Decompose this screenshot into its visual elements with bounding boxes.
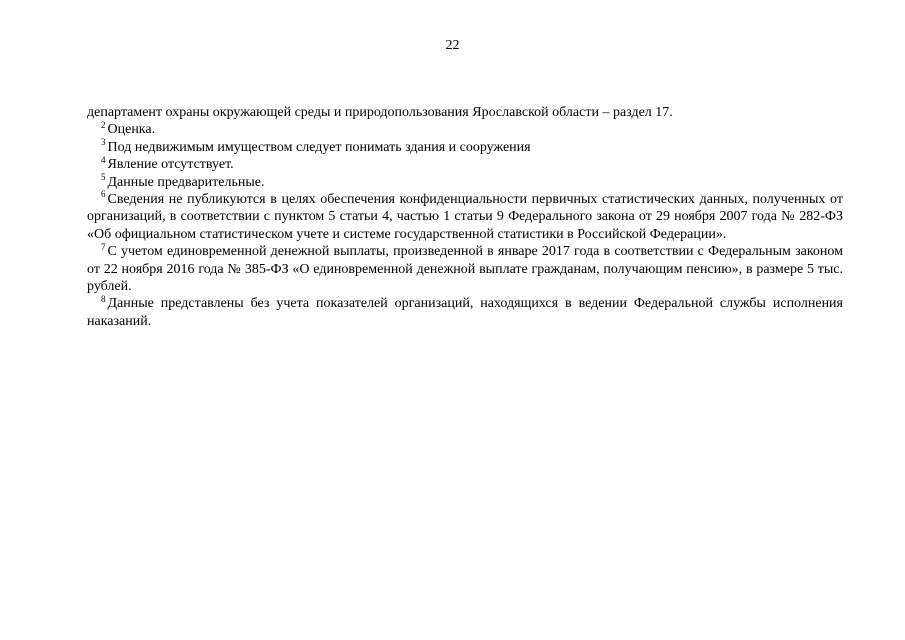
footnote-4 [87, 156, 843, 173]
footnote-mark: 3 [101, 137, 106, 148]
footnote-mark: 5 [101, 171, 106, 182]
footnote-mark: 6 [101, 189, 106, 200]
footnote-text: Явление отсутствует. [107, 157, 234, 173]
footnote-text: С учетом единовременной денежной выплаты, произведенной в январе 2017 года в соответствии с Федеральным законом от 22 ноября 2016 года № 385-ФЗ «О единовременной денежной выплате гражданам, получающим пенсию», в размере 5 тыс. рублей. [87, 244, 843, 295]
footnote-text: Под недвижимым имуществом следует понимать здания и сооружения [107, 139, 531, 155]
footnote-3 [87, 139, 843, 156]
footnote-mark: 8 [101, 293, 106, 304]
footnotes [87, 104, 843, 330]
page-number: 22 [445, 38, 460, 53]
footnote-text: Данные представлены без учета показателей организаций, находящихся в ведении Федеральной службы исполнения наказаний. [87, 296, 843, 329]
footnote-5 [87, 171, 843, 191]
footnote-text: Сведения не публикуются в целях обеспечения конфиденциальности первичных статистических данных, полученных от организаций, в соответствии с пунктом 5 статьи 4, частью 1 статьи 9 Федерального закона от 29 ноября 2007 года № 282-ФЗ «Об официальном статистическом учете и системе государственной статистики в Российской Федерации». [87, 192, 843, 242]
footnote-mark: 2 [101, 119, 106, 130]
footnote-text: Оценка. [107, 122, 156, 138]
footnote-2 [87, 121, 843, 138]
footnote-mark: 7 [101, 241, 106, 252]
footnote-6 [87, 191, 843, 243]
footnote-text: Данные предварительные. [107, 174, 265, 190]
footnote-text: департамент охраны окружающей среды и природопользования Ярославской области – раздел 17. [87, 105, 673, 120]
footnote-7 [87, 243, 843, 295]
footnote-8 [87, 295, 843, 330]
footnote-continuation [87, 104, 843, 121]
footnote-mark: 4 [101, 154, 106, 165]
